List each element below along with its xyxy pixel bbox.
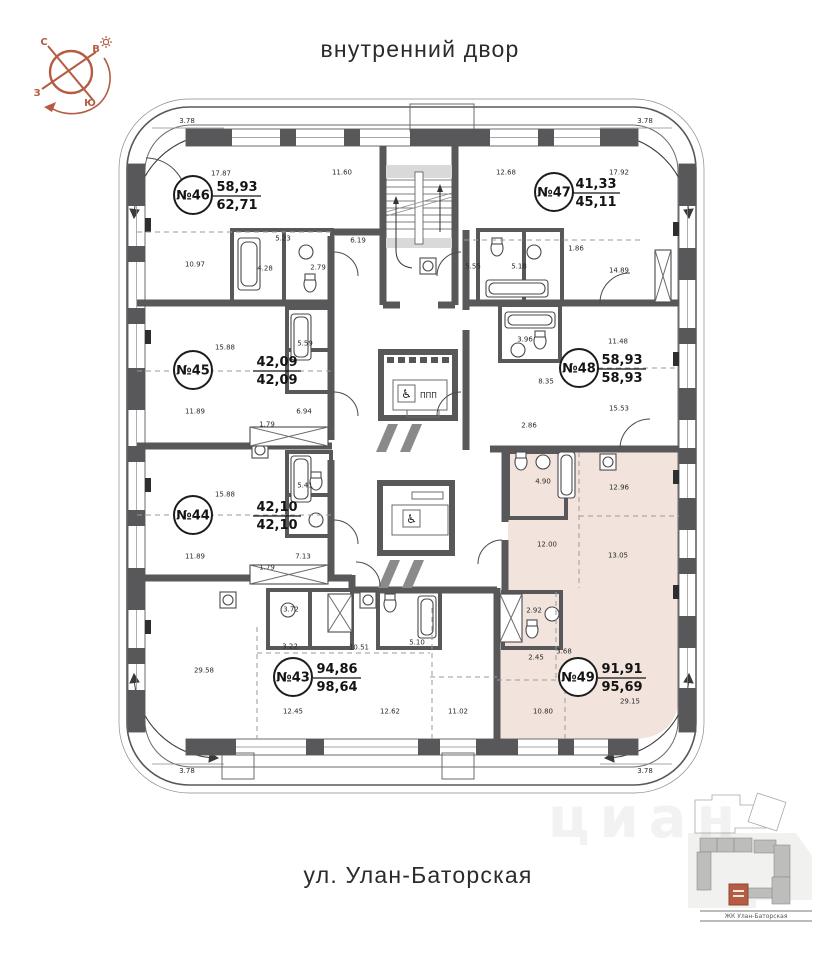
staircase (386, 165, 452, 268)
room-area-label: 2.92 (526, 606, 542, 615)
room-area-label: 11.48 (607, 337, 629, 346)
room-area-label: 8.35 (538, 377, 554, 386)
room-area-label: 4.28 (257, 264, 273, 273)
shaft-icon (500, 594, 522, 642)
apartment-45-area-top: 42,09 (256, 355, 298, 370)
compass-east: В (92, 44, 100, 55)
room-area-label: 11.02 (447, 707, 469, 716)
toilet-icon (534, 331, 546, 349)
compass-west: З (33, 88, 41, 99)
courtyard-label: внутренний двор (320, 36, 520, 62)
room-area-label: 2.79 (310, 263, 326, 272)
room-area-label: 5.55 (465, 262, 481, 271)
apartment-47-area-bottom: 45,11 (575, 195, 617, 210)
room-area-label: 17.92 (608, 168, 630, 177)
apartment-43-number: №43 (276, 670, 310, 686)
elevator-label: ППП (420, 391, 437, 400)
room-area-label: 15.88 (214, 343, 236, 352)
room-area-label: 3.96 (517, 335, 533, 344)
room-area-label: 10.51 (348, 643, 370, 652)
room-area-label: 15.53 (608, 404, 630, 413)
apartment-47-area-top: 41,33 (575, 177, 617, 192)
toilet-icon (491, 238, 503, 256)
bathtub-icon (486, 280, 548, 297)
washer-icon (600, 454, 616, 470)
compass-south: Ю (84, 98, 96, 109)
apartment-48-number: №48 (562, 361, 596, 377)
washer-icon (360, 592, 376, 608)
apartment-46-area-top: 58,93 (216, 180, 258, 195)
sink-icon (299, 245, 313, 259)
sun-icon (100, 36, 112, 48)
room-area-label: 12.62 (379, 707, 401, 716)
room-area-label: 2.45 (528, 653, 544, 662)
room-area-label: 12.68 (495, 168, 517, 177)
room-area-label: 6.19 (350, 236, 366, 245)
apartment-44-area-bottom: 42,10 (256, 518, 298, 533)
shaft-icon (250, 427, 328, 446)
street-label: ул. Улан-Баторская (303, 862, 533, 888)
apartment-49-number: №49 (561, 670, 595, 686)
apartment-46-number: №46 (176, 188, 210, 204)
apartment-49-area-bottom: 95,69 (601, 680, 643, 695)
toilet-icon (304, 274, 316, 292)
room-area-label: 12.00 (536, 540, 558, 549)
room-area-label: 17.87 (210, 169, 232, 178)
washer-icon (220, 592, 236, 608)
watermark: циан (548, 786, 746, 851)
room-area-label: 1.86 (568, 244, 584, 253)
room-area-label: 5.18 (511, 262, 527, 271)
room-area-label: 11.60 (331, 168, 353, 177)
dimension-label: 3.78 (179, 767, 195, 775)
room-area-label: 12.96 (608, 483, 630, 492)
room-area-label: 3.72 (283, 605, 299, 614)
room-area-label: 14.89 (608, 266, 630, 275)
minimap-current-building (729, 884, 748, 905)
apartment-49-area-top: 91,91 (601, 662, 643, 677)
minimap-caption: ЖК Улан-Баторская (724, 913, 788, 920)
shaft-icon (328, 594, 352, 632)
apartment-43-area-bottom: 98,64 (316, 680, 358, 695)
room-area-label: 10.97 (184, 260, 206, 269)
room-area-label: 1.79 (259, 420, 275, 429)
apartment-49-highlight (497, 452, 679, 739)
apartment-44-number: №44 (176, 508, 210, 524)
dimension-label: 3.78 (179, 117, 195, 125)
room-area-label: 5.23 (275, 234, 291, 243)
toilet-icon (515, 452, 527, 470)
apartment-45-area-bottom: 42,09 (256, 373, 298, 388)
room-area-label: 11.89 (184, 407, 206, 416)
room-area-label: 5.10 (409, 638, 425, 647)
room-area-label: 13.05 (607, 551, 629, 560)
room-area-label: 3.68 (556, 647, 572, 656)
bathtub-icon (558, 452, 575, 498)
room-area-label: 11.89 (184, 552, 206, 561)
sink-icon (536, 455, 550, 469)
room-area-label: 5.59 (297, 339, 313, 348)
dimension-label: 3.78 (637, 117, 653, 125)
apartment-48-area-bottom: 58,93 (601, 371, 643, 386)
room-area-label: 1.79 (259, 563, 275, 572)
apartment-44-area-top: 42,10 (256, 500, 298, 515)
elevators (376, 352, 455, 588)
compass-north: С (40, 37, 48, 48)
apartment-48-area-top: 58,93 (601, 353, 643, 368)
toilet-icon (526, 620, 538, 638)
room-area-label: 29.58 (193, 666, 215, 675)
room-area-label: 6.94 (296, 407, 312, 416)
sink-icon (527, 245, 541, 259)
compass-rose (33, 36, 112, 114)
room-area-label: 3.22 (282, 642, 298, 651)
sink-icon (511, 343, 525, 357)
room-area-label: 29.15 (619, 697, 641, 706)
room-area-label: 10.80 (532, 707, 554, 716)
room-area-label: 5.41 (297, 481, 313, 490)
room-area-label: 4.90 (535, 477, 551, 486)
toilet-icon (384, 594, 396, 612)
bathtub-icon (418, 596, 436, 638)
bathtub-icon (505, 312, 555, 328)
wheelchair-icon: ♿ (406, 512, 417, 526)
apartment-45-number: №45 (176, 363, 210, 379)
washer-icon (420, 258, 436, 274)
bathtub-icon (291, 456, 311, 502)
bathtub-icon (291, 314, 311, 360)
apartment-43-area-top: 94,86 (316, 662, 358, 677)
wheelchair-icon: ♿ (401, 387, 412, 401)
apartment-47-number: №47 (537, 185, 571, 201)
room-area-label: 2.86 (521, 421, 537, 430)
room-area-label: 12.45 (282, 707, 304, 716)
room-area-label: 7.13 (295, 552, 311, 561)
apartment-46-area-bottom: 62,71 (216, 198, 258, 213)
shaft-icon (655, 250, 671, 302)
sink-icon (545, 607, 559, 621)
dimension-label: 3.78 (637, 767, 653, 775)
room-area-label: 15.88 (214, 490, 236, 499)
